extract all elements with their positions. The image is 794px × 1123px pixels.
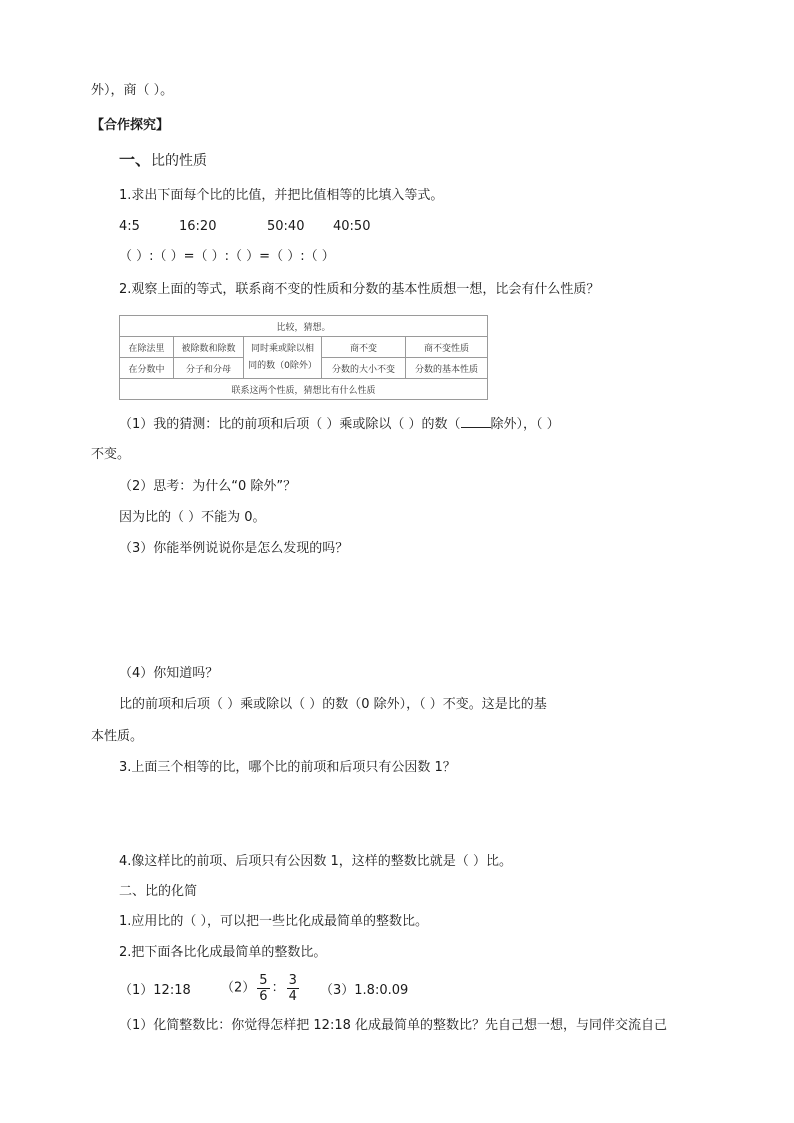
- guess-line-cont: 不变。: [91, 447, 131, 462]
- simplify-q2: 2.把下面各比化成最简单的整数比。: [119, 945, 327, 960]
- table-cell: 商不变性质: [406, 337, 488, 358]
- item-3: （3）1.8:0.09: [320, 983, 409, 998]
- table-cell-line: 同时乘或除以相: [250, 343, 314, 354]
- heading-text: 比的性质: [151, 153, 208, 169]
- heading-ratio-simplification: 二、比的化简: [119, 884, 198, 899]
- item-2-label: （2）: [221, 980, 256, 996]
- fraction-5-6: [257, 973, 269, 1004]
- equation-blanks: （ ）:（ ）=（ ）:（ ）=（ ）:（ ）: [119, 249, 335, 264]
- item-2: [221, 973, 301, 1004]
- reason-line: 因为比的（ ）不能为 0。: [119, 510, 266, 525]
- did-you-know: （4）你知道吗？: [119, 666, 219, 681]
- simplify-integer-ratio-line: （1）化简整数比：你觉得怎样把 12:18 化成最简单的整数比？先自己想一想，与同伴交流自己: [119, 1018, 668, 1033]
- table-cell: 分子和分母: [174, 358, 244, 379]
- ratio-16-20: 16:20: [179, 219, 217, 234]
- blank-underline: [461, 414, 491, 428]
- section-heading-cooperative-inquiry: 【合作探究】: [91, 118, 170, 133]
- question-3: 3.上面三个相等的比，哪个比的前项和后项只有公因数 1？: [119, 760, 456, 775]
- guess-line: [119, 414, 560, 434]
- basic-property-line-cont: 本性质。: [91, 729, 144, 744]
- fraction-3-4: [287, 973, 299, 1004]
- simplify-q1: 1.应用比的（ ），可以把一些比化成最简单的整数比。: [119, 914, 429, 929]
- basic-property-line: 比的前项和后项（ ）乘或除以（ ）的数（0 除外），（ ）不变。这是比的基: [119, 697, 547, 712]
- think-question: （2）思考：为什么“0 除外”？: [119, 479, 297, 494]
- question-4: 4.像这样比的前项、后项只有公因数 1，这样的整数比就是（ ）比。: [119, 854, 512, 869]
- heading-ratio-properties: [119, 151, 207, 170]
- table-footer: 联系这两个性质，猜想比有什么性质: [120, 379, 488, 400]
- table-cell: 在分数中: [120, 358, 174, 379]
- colon: ：: [271, 980, 285, 996]
- question-1: 1.求出下面每个比的比值，并把比值相等的比填入等式。: [119, 188, 444, 203]
- text-line-continuation: 外），商（ ）。: [91, 83, 174, 98]
- table-cell: 分数的基本性质: [406, 358, 488, 379]
- table-cell: 分数的大小不变: [322, 358, 406, 379]
- table-cell-merged: [244, 337, 322, 379]
- comparison-table: [119, 315, 488, 400]
- question-2: 2.观察上面的等式，联系商不变的性质和分数的基本性质想一想，比会有什么性质？: [119, 282, 600, 297]
- heading-number: 一、: [119, 150, 152, 169]
- guess-text-b: 除外），（ ）: [490, 417, 560, 432]
- item-1: （1）12:18: [119, 983, 191, 998]
- ratio-50-40: 50:40: [267, 219, 305, 234]
- denominator: 4: [288, 989, 297, 1004]
- ratio-40-50: 40:50: [333, 219, 371, 234]
- denominator: 6: [259, 989, 268, 1004]
- numerator: 3: [288, 973, 297, 988]
- numerator: 5: [259, 973, 268, 988]
- guess-text-a: （1）我的猜测：比的前项和后项（ ）乘或除以（ ）的数（: [119, 417, 461, 432]
- ratio-4-5: 4:5: [119, 219, 140, 234]
- table-cell-line: 同的数（0除外）: [248, 360, 317, 371]
- table-title: 比较，猜想。: [120, 316, 488, 337]
- table-cell: 在除法里: [120, 337, 174, 358]
- table-cell: 商不变: [322, 337, 406, 358]
- table-cell: 被除数和除数: [174, 337, 244, 358]
- example-question: （3）你能举例说说你是怎么发现的吗？: [119, 541, 349, 556]
